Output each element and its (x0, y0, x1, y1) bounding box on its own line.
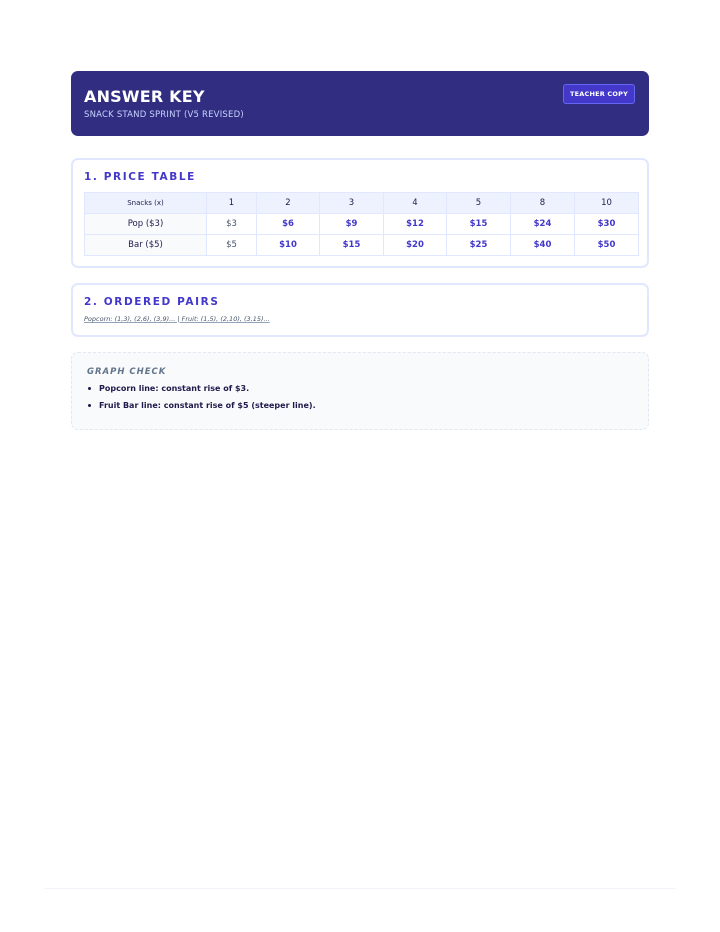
table-cell: $5 (207, 235, 257, 256)
column-header: 1 (207, 193, 257, 214)
page-subtitle: SNACK STAND SPRINT (V5 REVISED) (84, 110, 244, 120)
answer-cell: $15 (320, 235, 384, 256)
answer-cell: $12 (384, 214, 447, 235)
answer-cell: $40 (511, 235, 575, 256)
column-header-snacks: Snacks (x) (85, 193, 207, 214)
footer-divider (44, 888, 676, 889)
answer-cell: $50 (575, 235, 639, 256)
price-table-title: 1. PRICE TABLE (84, 171, 196, 183)
graph-check-title: GRAPH CHECK (87, 367, 167, 377)
answer-cell: $30 (575, 214, 639, 235)
list-item: Popcorn line: constant rise of $3. (87, 384, 316, 401)
answer-cell: $24 (511, 214, 575, 235)
answer-cell: $9 (320, 214, 384, 235)
ordered-pairs-text: Popcorn: (1,3), (2,6), (3,9)... | Fruit: (1,5), (2,10), (3,15)... (84, 315, 270, 323)
answer-key-header (71, 71, 649, 136)
answer-cell: $20 (384, 235, 447, 256)
column-header: 8 (511, 193, 575, 214)
row-label: Pop ($3) (85, 214, 207, 235)
table-row (85, 235, 639, 256)
row-label: Bar ($5) (85, 235, 207, 256)
page-title: ANSWER KEY (84, 87, 205, 106)
answer-cell: $10 (257, 235, 320, 256)
price-table-section (71, 158, 649, 268)
answer-cell: $15 (447, 214, 511, 235)
column-header: 3 (320, 193, 384, 214)
answer-cell: $25 (447, 235, 511, 256)
answer-cell: $6 (257, 214, 320, 235)
column-header: 5 (447, 193, 511, 214)
column-header: 10 (575, 193, 639, 214)
table-cell: $3 (207, 214, 257, 235)
table-header-row (85, 193, 639, 214)
list-item: Fruit Bar line: constant rise of $5 (steeper line). (87, 401, 316, 418)
price-table (84, 192, 639, 256)
teacher-copy-badge: TEACHER COPY (563, 84, 635, 104)
table-row (85, 214, 639, 235)
graph-check-section (71, 352, 649, 430)
ordered-pairs-section (71, 283, 649, 337)
ordered-pairs-title: 2. ORDERED PAIRS (84, 296, 220, 308)
column-header: 2 (257, 193, 320, 214)
column-header: 4 (384, 193, 447, 214)
graph-check-list (87, 384, 316, 418)
